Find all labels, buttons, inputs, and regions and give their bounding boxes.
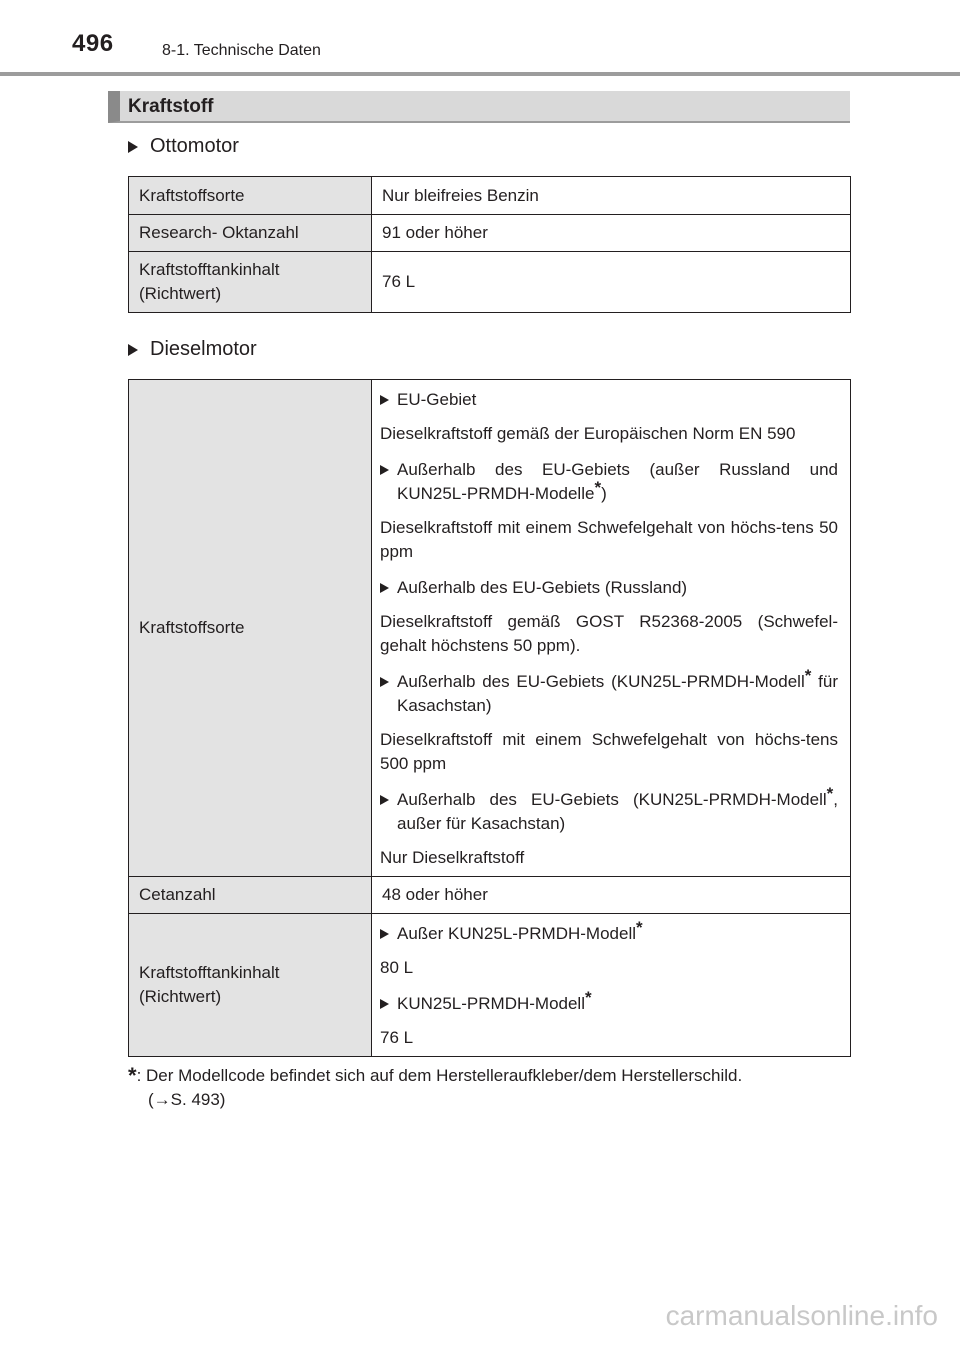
bullet-text: Außerhalb des EU-Gebiets (außer Russland und KUN25L-PRMDH-Modelle [397,460,838,503]
list-item [380,666,839,718]
asterisk-mark: * [804,666,812,685]
otto-heading [128,135,239,158]
row-value: 76 L [372,252,851,313]
row-label: Research- Oktanzahl [129,215,372,252]
item-text: Dieselkraftstoff mit einem Schwefelgehalt von höchs-tens 500 ppm [380,730,838,773]
bullet-text: EU-Gebiet [397,390,477,409]
table-row [129,252,851,313]
triangle-bullet-icon [380,395,389,405]
triangle-bullet-icon [128,344,138,356]
table-row [129,177,851,215]
triangle-bullet-icon [380,583,389,593]
chapter-title: 8-1. Technische Daten [162,42,321,59]
section-title: Kraftstoff [128,96,214,117]
diesel-heading [128,338,257,361]
item-text: 80 L [380,958,414,977]
row-value: Nur bleifreies Benzin [372,177,851,215]
footnote [128,1064,848,1112]
watermark: carmanualsonline.info [665,1300,938,1331]
row-label: Kraftstofftankinhalt (Richtwert) [129,252,372,313]
table-row [129,877,851,914]
row-value [372,914,851,1057]
item-text: Nur Dieselkraftstoff [380,848,525,867]
footnote-reference[interactable]: (→S. 493) [148,1090,226,1109]
table-row [129,914,851,1057]
list-item [380,784,838,836]
row-label: Kraftstofftankinhalt (Richtwert) [129,914,372,1057]
row-value [372,380,851,877]
list-item [380,458,838,506]
bullet-text-tail: ) [601,484,607,503]
item-text: Dieselkraftstoff gemäß GOST R52368-2005 (Schwefel-gehalt höchstens 50 ppm). [380,612,838,655]
row-label: Cetanzahl [129,877,372,914]
triangle-bullet-icon [128,141,138,153]
table-row [129,215,851,252]
triangle-bullet-icon [380,677,389,687]
triangle-bullet-icon [380,999,389,1009]
item-text: Dieselkraftstoff mit einem Schwefelgehalt von höchs-tens 50 ppm [380,518,838,561]
list-item [380,388,838,412]
bullet-text: KUN25L-PRMDH-Modell [397,994,585,1013]
asterisk-mark: * [636,918,643,937]
bullet-text: Außer KUN25L-PRMDH-Modell [397,924,637,943]
page-number: 496 [72,30,114,57]
bullet-text: Außerhalb des EU-Gebiets (Russland) [397,578,688,597]
triangle-bullet-icon [380,795,389,805]
section-bar [108,91,850,123]
row-label: Kraftstoffsorte [129,380,372,877]
row-value: 91 oder höher [372,215,851,252]
bullet-text-tail: für Kasachstan) [397,672,839,715]
row-value: 48 oder höher [372,877,851,914]
triangle-bullet-icon [380,465,389,475]
footnote-text: : Der Modellcode befindet sich auf dem Herstelleraufkleber/dem Herstellerschild. [136,1066,743,1085]
row-label: Kraftstoffsorte [129,177,372,215]
asterisk-mark: * [594,478,602,497]
bullet-text: Außerhalb des EU-Gebiets (KUN25L-PRMDH-Modell [397,790,827,809]
item-text: 76 L [380,1028,414,1047]
otto-spec-table [128,176,851,313]
list-item [380,918,838,946]
diesel-spec-table [128,379,851,1057]
header-rule [0,72,960,76]
bullet-text: Außerhalb des EU-Gebiets (KUN25L-PRMDH-Modell [397,672,805,691]
asterisk-mark: * [585,988,592,1007]
asterisk-mark: * [826,784,834,803]
bullet-text-tail: , außer für Kasachstan) [397,790,838,833]
triangle-bullet-icon [380,929,389,939]
otto-heading-text: Ottomotor [150,135,239,157]
diesel-heading-text: Dieselmotor [150,338,257,360]
item-text: Dieselkraftstoff gemäß der Europäischen Norm EN 590 [380,424,796,443]
list-item [380,988,838,1016]
footnote-marker: * [128,1063,137,1088]
table-row [129,380,851,877]
list-item [380,576,838,600]
